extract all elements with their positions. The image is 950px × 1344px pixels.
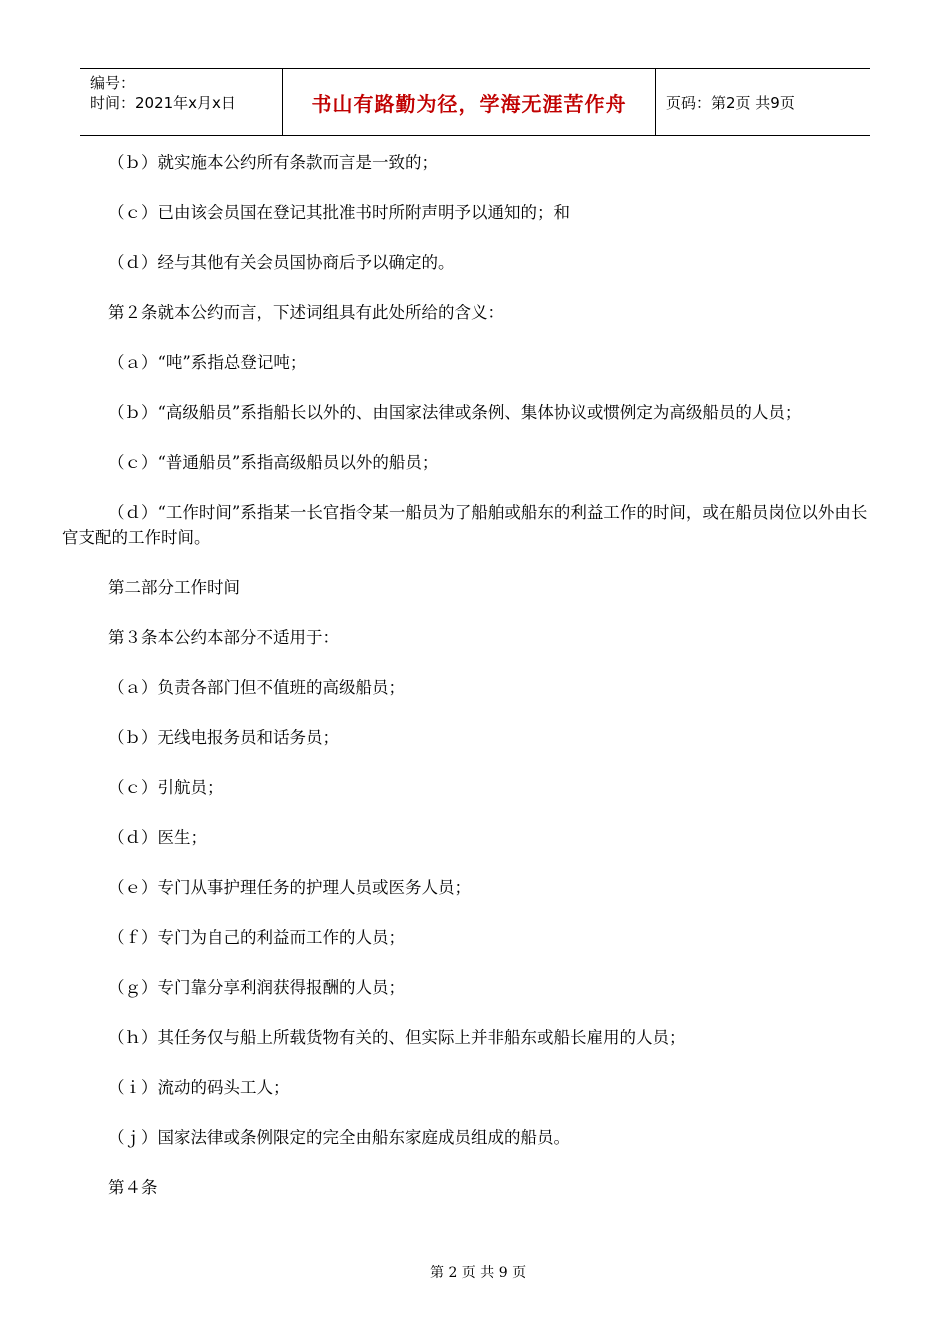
document-number-label: 编号： bbox=[90, 74, 136, 92]
paragraph: （ｃ）“普通船员”系指高级船员以外的船员； bbox=[108, 453, 439, 472]
paragraph: （ｃ）已由该会员国在登记其批准书时所附声明予以通知的；和 bbox=[108, 203, 570, 222]
paragraph: （ｄ）经与其他有关会员国协商后予以确定的。 bbox=[108, 253, 455, 272]
section-heading: 第二部分工作时间 bbox=[108, 578, 240, 597]
paragraph: （ｄ）“工作时间”系指某一长官指令某一船员为了船舶或船东的利益工作的时间，或在船员岗位以外由长官支配的工作时间。 bbox=[62, 503, 868, 547]
paragraph: （ｇ）专门靠分享利润获得报酬的人员； bbox=[108, 978, 405, 997]
paragraph: （ｂ）“高级船员”系指船长以外的、由国家法律或条例、集体协议或惯例定为高级船员的人员； bbox=[108, 403, 802, 422]
page-footer: 第 2 页 共 9 页 bbox=[430, 1265, 527, 1281]
paragraph: （ｃ）引航员； bbox=[108, 778, 224, 797]
document-time-label: 时间：2021年x月x日 bbox=[90, 94, 236, 112]
paragraph: （ｂ）无线电报务员和话务员； bbox=[108, 728, 339, 747]
paragraph: （ａ）负责各部门但不值班的高级船员； bbox=[108, 678, 405, 697]
paragraph: （ｊ）国家法律或条例限定的完全由船东家庭成员组成的船员。 bbox=[108, 1128, 570, 1147]
paragraph: 第３条本公约本部分不适用于： bbox=[108, 628, 339, 647]
header-page-number: 页码：第2页 共9页 bbox=[666, 93, 795, 112]
header-meta bbox=[80, 69, 283, 135]
paragraph: （ｉ）流动的码头工人； bbox=[108, 1078, 290, 1097]
paragraph: （ｈ）其任务仅与船上所载货物有关的、但实际上并非船东或船长雇用的人员； bbox=[108, 1028, 686, 1047]
paragraph: （ｂ）就实施本公约所有条款而言是一致的； bbox=[108, 153, 438, 172]
paragraph: （ｅ）专门从事护理任务的护理人员或医务人员； bbox=[108, 878, 471, 897]
paragraph: （ｄ）医生； bbox=[108, 828, 207, 847]
header-motto: 书山有路勤为径，学海无涯苦作舟 bbox=[283, 69, 656, 135]
document-body bbox=[62, 150, 874, 1200]
paragraph: 第２条就本公约而言，下述词组具有此处所给的含义： bbox=[108, 303, 504, 322]
paragraph: （ａ）“吨”系指总登记吨； bbox=[108, 353, 307, 372]
paragraph: （ｆ）专门为自己的利益而工作的人员； bbox=[108, 928, 405, 947]
paragraph: 第４条 bbox=[108, 1178, 158, 1197]
page-header bbox=[80, 68, 870, 136]
